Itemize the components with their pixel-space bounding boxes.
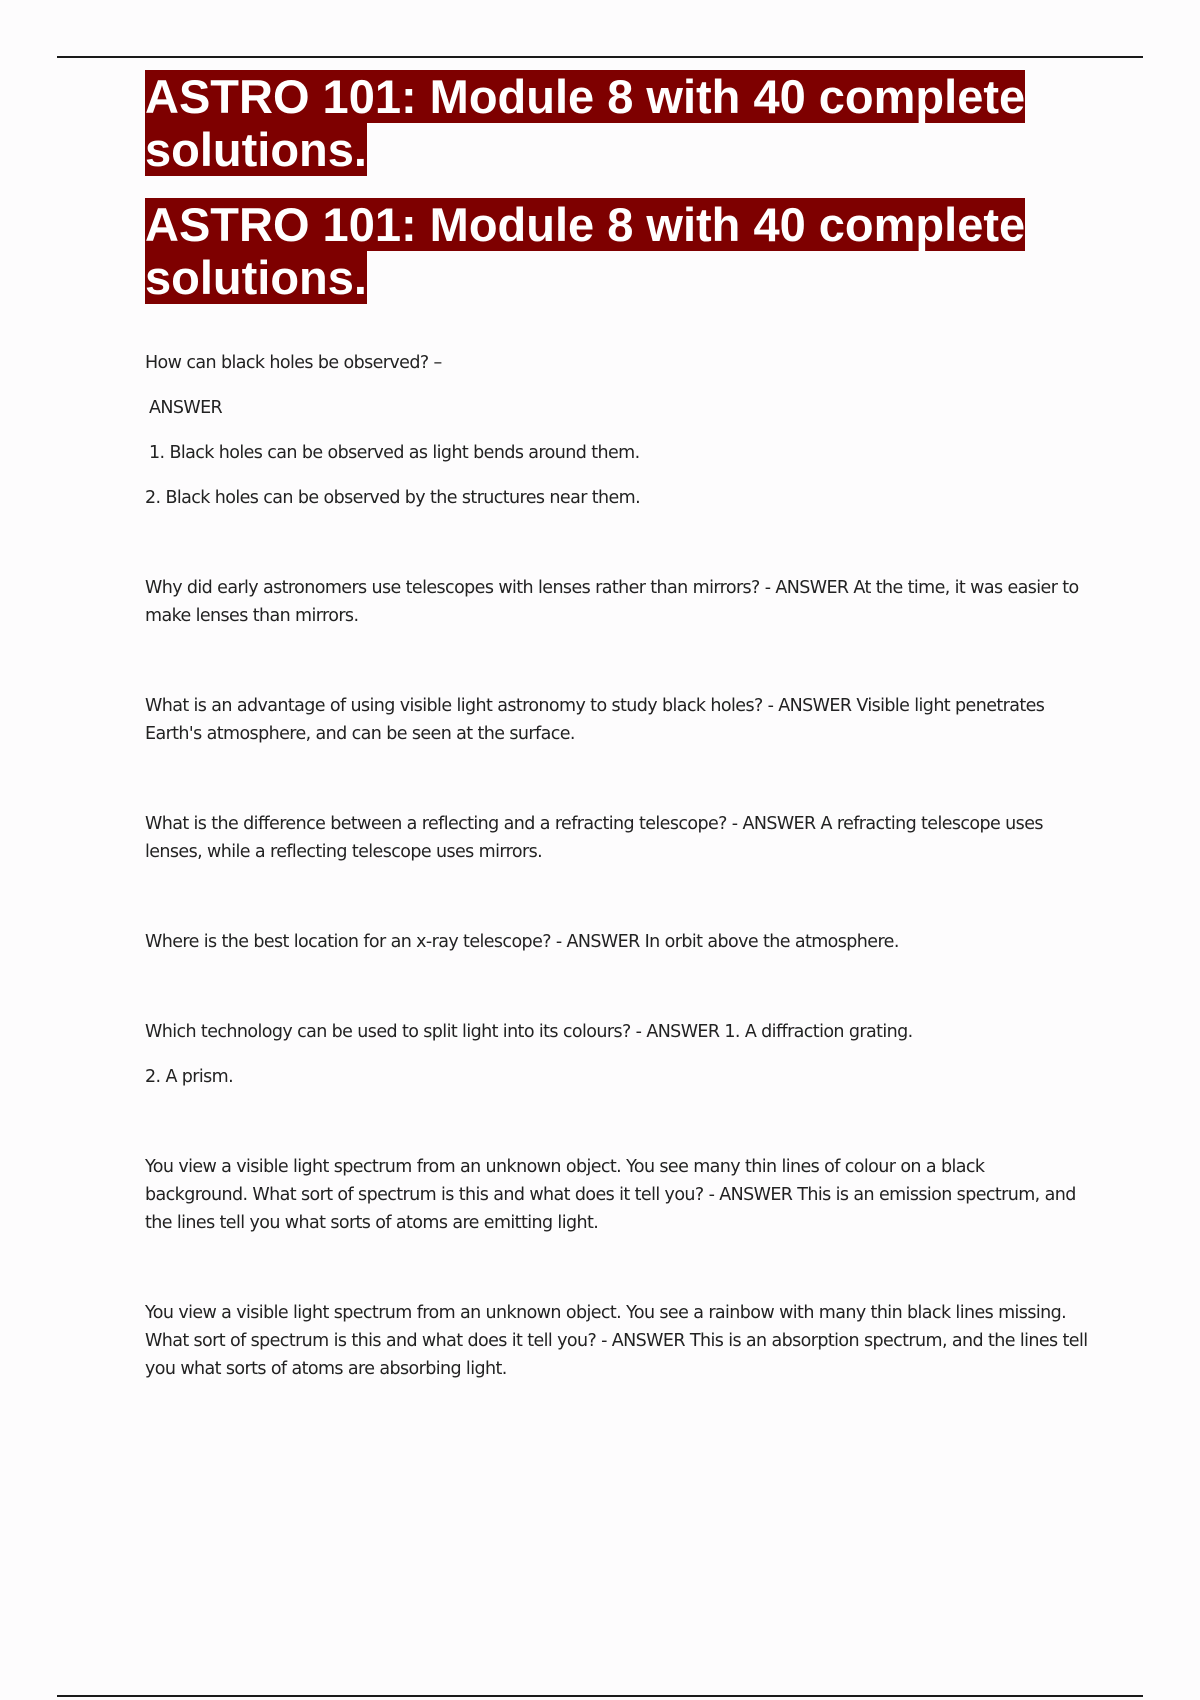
- document-title: [145, 70, 1090, 176]
- qa-text: You view a visible light spectrum from an unknown object. You see many thin lines of colour on a black background. What sort of spectrum is this and what does it tell you? - ANSWER This is an emission spectrum, and the lines tell you what sorts of atoms are emitting light.: [145, 1157, 1076, 1233]
- qa-item: [145, 810, 1090, 866]
- bottom-rule: [57, 1695, 1143, 1697]
- qa-text: You view a visible light spectrum from an unknown object. You see a rainbow with many thin black lines missing. What sort of spectrum is this and what does it tell you? - ANSWER This is an absorption spectrum, and the lines tell you what sorts of atoms are absorbing light.: [145, 1303, 1088, 1379]
- qa-item: [145, 1153, 1090, 1237]
- answer-line: 2. A prism.: [145, 1067, 234, 1087]
- qa-item: [145, 928, 1090, 956]
- qa-item: [145, 1018, 1090, 1091]
- top-rule: [57, 56, 1143, 58]
- qa-text: What is the difference between a reflecting and a refracting telescope? - ANSWER A refracting telescope uses lenses, while a reflecting telescope uses mirrors.: [145, 814, 1043, 862]
- answer-line: 2. Black holes can be observed by the structures near them.: [145, 488, 641, 508]
- document-title-repeat-text: ASTRO 101: Module 8 with 40 complete solutions.: [145, 198, 1026, 304]
- qa-item: [145, 349, 1090, 512]
- qa-item: [145, 692, 1090, 748]
- document-title-repeat: [145, 198, 1090, 304]
- answer-line: 1. Black holes can be observed as light bends around them.: [149, 443, 640, 463]
- qa-text: Why did early astronomers use telescopes with lenses rather than mirrors? - ANSWER At the time, it was easier to make lenses than mirrors.: [145, 578, 1079, 626]
- question-text: How can black holes be observed? –: [145, 353, 442, 373]
- qa-list: [145, 349, 1090, 1383]
- document-body: [145, 70, 1090, 1445]
- qa-text: Where is the best location for an x-ray telescope? - ANSWER In orbit above the atmosphere.: [145, 932, 899, 952]
- document-title-text: ASTRO 101: Module 8 with 40 complete solutions.: [145, 70, 1026, 176]
- qa-text: Which technology can be used to split light into its colours? - ANSWER 1. A diffraction grating.: [145, 1022, 913, 1042]
- qa-item: [145, 1299, 1090, 1383]
- qa-text: What is an advantage of using visible light astronomy to study black holes? - ANSWER Visible light penetrates Earth's atmosphere, and can be seen at the surface.: [145, 696, 1045, 744]
- qa-item: [145, 574, 1090, 630]
- answer-label: ANSWER: [149, 398, 223, 418]
